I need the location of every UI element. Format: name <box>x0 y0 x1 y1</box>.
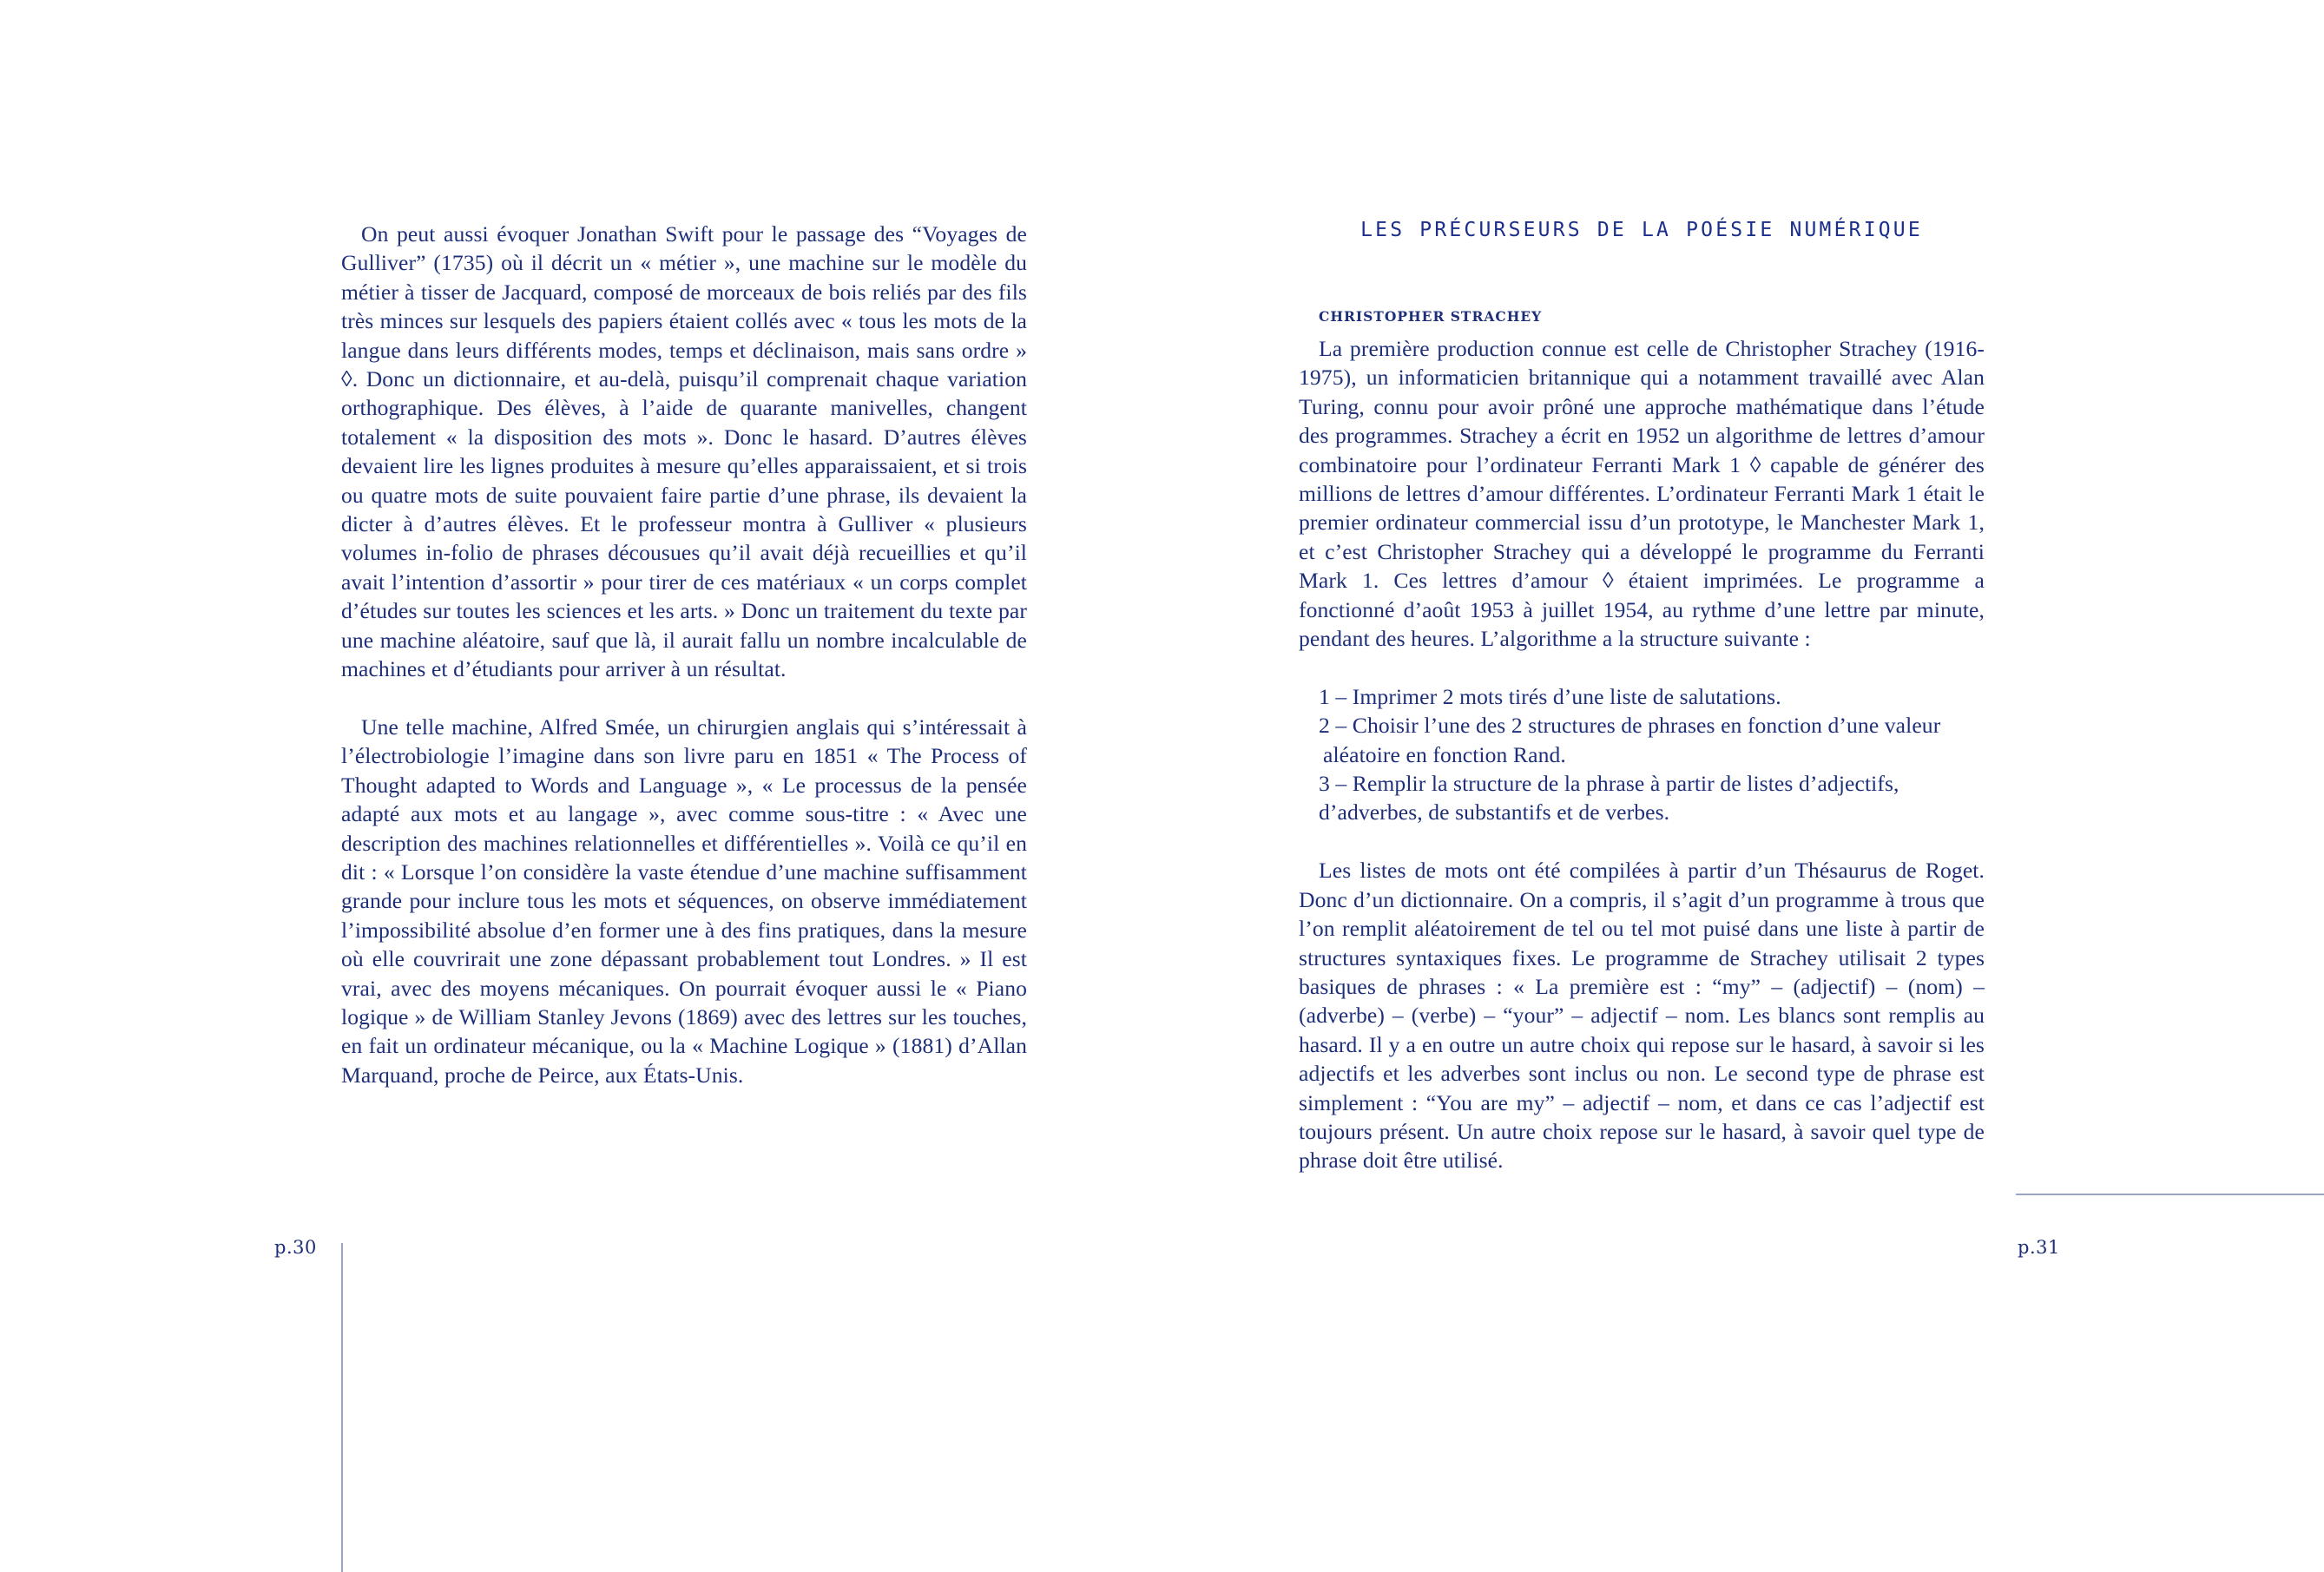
step-2-continuation: aléatoire en fonction Rand. <box>1323 741 1566 767</box>
step-3-continuation: d’adverbes, de substantifs et de verbes. <box>1319 799 1670 825</box>
step-2: 2 – Choisir l’une des 2 structures de phrases en fonction d’une valeur <box>1319 713 1941 739</box>
section-heading: CHRISTOPHER STRACHEY <box>1319 308 1543 325</box>
page-number-left: p.30 <box>274 1237 317 1258</box>
page-number-right: p.31 <box>2018 1237 2060 1258</box>
right-page-body <box>1299 334 1985 1175</box>
left-paragraph-smee: Une telle machine, Alfred Smée, un chirurgien anglais qui s’intéressait à l’électrobiologie l’imagine dans son livre paru en 1851 « The Process of Thought adapted to Words and Language », « Le processus de la pensée adapté aux mots et au langage », avec comme sous-titre : « Avec une description des machines relationnelles et différentielles ». Voilà ce qu’il en dit : « Lorsque l’on considère la vaste étendue d’une machine suffisamment grande pour inclure tous les mots et séquences, on observe immédiatement l’impossibilité absolue d’en former une à des fins pratiques, dans la mesure où elle couvrirait une zone dépassant probablement tout Londres. » Il est vrai, avec des moyens mécaniques. On pourrait évoquer aussi le « Piano logique » de William Stanley Jevons (1869) avec des lettres sur les touches, en fait un ordinateur mécanique, ou la « Machine Logique » (1881) d’Allan Marquand, proche de Peirce, aux États-Unis. <box>341 714 1027 1088</box>
right-closing-paragraph: Les listes de mots ont été compilées à partir d’un Thésaurus de Roget. Donc d’un dictionnaire. On a compris, il s’agit d’un programme à trous que l’on remplit aléatoirement de tel ou tel mot puisé dans une liste à partir de structures syntaxiques fixes. Le programme de Strachey utilisait 2 types basiques de phrases : « La première est : “my” – (adjectif) – (nom) – (adverbe) – (verbe) – “your” – adjectif – nom. Les blancs sont remplis au hasard. Il y a en outre un autre choix qui repose sur le hasard, à savoir si les adjectifs et les adverbes sont inclus ou non. Le second type de phrase est simplement : “You are my” – adjectif – nom, et dans ce cas l’adjectif est toujours présent. Un autre choix repose sur le hasard, à savoir quel type de phrase doit être utilisé. <box>1299 858 1985 1174</box>
left-page-body <box>341 220 1027 1089</box>
paragraph-gap <box>341 684 1027 713</box>
vertical-rule <box>341 1243 343 1572</box>
running-title: LES PRÉCURSEURS DE LA POÉSIE NUMÉRIQUE <box>1360 219 1923 241</box>
step-1: 1 – Imprimer 2 mots tirés d’une liste de salutations. <box>1319 683 1781 709</box>
horizontal-rule <box>2016 1194 2324 1195</box>
paragraph-gap <box>1299 827 1985 856</box>
right-intro-paragraph: La première production connue est celle de Christopher Strachey (1916-1975), un informaticien britannique qui a notamment travaillé avec Alan Turing, connu pour avoir prôné une approche mathématique dans l’étude des programmes. Strachey a écrit en 1952 un algorithme de lettres d’amour combinatoire pour l’ordinateur Ferranti Mark 1 ◊ capable de générer des millions de lettres d’amour différentes. L’ordinateur Ferranti Mark 1 était le premier ordinateur commercial issu d’un prototype, le Manchester Mark 1, et c’est Christopher Strachey qui a développé le programme du Ferranti Mark 1. Ces lettres d’amour ◊ étaient imprimées. Le programme a fonctionné d’août 1953 à juillet 1954, au rythme d’une lettre par minute, pendant des heures. L’algorithme a la structure suivante : <box>1299 336 1985 652</box>
algorithm-steps <box>1299 682 1985 827</box>
paragraph-gap <box>1299 653 1985 681</box>
step-3: 3 – Remplir la structure de la phrase à partir de listes d’adjectifs, <box>1319 771 1899 797</box>
left-paragraph-swift: On peut aussi évoquer Jonathan Swift pour le passage des “Voyages de Gulliver” (1735) où il décrit un « métier », une machine sur le modèle du métier à tisser de Jacquard, composé de morceaux de bois reliés par des fils très minces sur lesquels des papiers étaient collés avec « tous les mots de la langue dans leurs différents modes, temps et déclinaison, mais sans ordre » ◊. Donc un dictionnaire, et au-delà, puisqu’il comprenait chaque variation orthographique. Des élèves, à l’aide de quarante manivelles, changent totalement « la disposition des mots ». Donc le hasard. D’autres élèves devaient lire les lignes produites à mesure qu’elles apparaissaient, et si trois ou quatre mots de suite pouvaient faire partie d’une phrase, ils devaient la dicter à d’autres élèves. Et le professeur montra à Gulliver « plusieurs volumes in-folio de phrases décousues qu’il avait déjà recueillies et qu’il avait l’intention d’assortir » pour tirer de ces matériaux « un corps complet d’études sur toutes les sciences et les arts. » Donc un traitement du texte par une machine aléatoire, sauf que là, il aurait fallu un nombre incalculable de machines et d’étudiants pour arriver à un résultat. <box>341 221 1027 682</box>
